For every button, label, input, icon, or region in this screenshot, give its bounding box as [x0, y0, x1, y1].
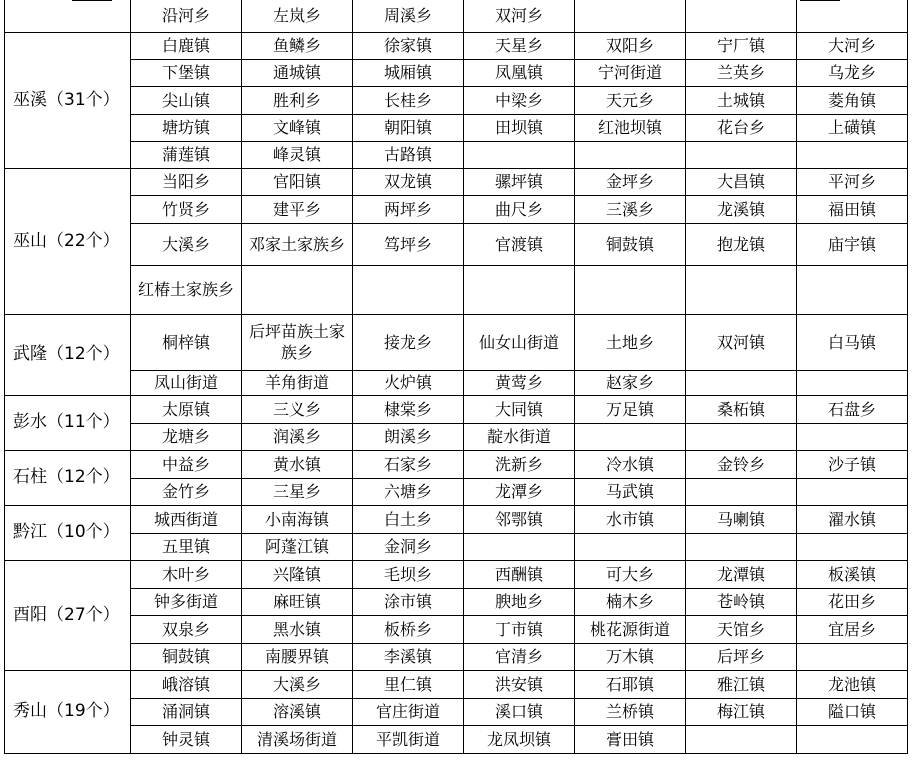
township-cell: 赵家乡	[575, 370, 686, 395]
township-cell: 三义乡	[242, 395, 353, 423]
township-cell: 白土乡	[353, 505, 464, 533]
township-cell: 钟多街道	[131, 588, 242, 615]
township-cell: 邓家土家族乡	[242, 223, 353, 265]
township-cell: 梅江镇	[686, 698, 797, 725]
township-cell	[797, 265, 908, 314]
county-cell: 秀山（19个）	[5, 670, 131, 753]
township-cell: 大溪乡	[242, 670, 353, 698]
township-cell: 塘坊镇	[131, 114, 242, 141]
township-cell: 大同镇	[464, 395, 575, 423]
township-cell: 土地乡	[575, 314, 686, 370]
township-cell: 万木镇	[575, 643, 686, 670]
township-cell: 竹贤乡	[131, 195, 242, 223]
township-cell	[797, 533, 908, 560]
township-cell: 里仁镇	[353, 670, 464, 698]
township-cell	[686, 141, 797, 168]
township-cell	[353, 265, 464, 314]
township-cell: 涌洞镇	[131, 698, 242, 725]
table-row	[5, 168, 908, 195]
township-cell: 平河乡	[797, 168, 908, 195]
township-cell: 天馆乡	[686, 615, 797, 643]
township-cell: 城西街道	[131, 505, 242, 533]
township-cell: 沙子镇	[797, 450, 908, 478]
table-row	[5, 32, 908, 59]
township-cell: 水市镇	[575, 505, 686, 533]
township-cell: 中益乡	[131, 450, 242, 478]
township-cell: 庙宇镇	[797, 223, 908, 265]
county-cell: 彭水（11个）	[5, 395, 131, 450]
township-cell: 凤山街道	[131, 370, 242, 395]
township-cell: 腴地乡	[464, 588, 575, 615]
county-cell: 巫山（22个）	[5, 168, 131, 314]
township-cell: 五里镇	[131, 533, 242, 560]
township-cell: 龙潭镇	[686, 560, 797, 588]
table-row	[5, 370, 908, 395]
township-cell: 当阳乡	[131, 168, 242, 195]
township-cell: 溪口镇	[464, 698, 575, 725]
township-cell: 冷水镇	[575, 450, 686, 478]
township-cell	[797, 370, 908, 395]
township-cell: 铜鼓镇	[131, 643, 242, 670]
township-cell: 龙塘乡	[131, 423, 242, 450]
table-row	[5, 265, 908, 314]
township-cell: 官庄街道	[353, 698, 464, 725]
township-cell: 凤凰镇	[464, 59, 575, 86]
township-cell: 李溪镇	[353, 643, 464, 670]
township-cell	[686, 370, 797, 395]
township-cell: 金坪乡	[575, 168, 686, 195]
township-cell: 清溪场街道	[242, 725, 353, 753]
township-cell: 后坪乡	[686, 643, 797, 670]
township-cell: 桑柘镇	[686, 395, 797, 423]
township-cell: 天星乡	[464, 32, 575, 59]
township-cell: 石盘乡	[797, 395, 908, 423]
township-cell: 大河乡	[797, 32, 908, 59]
table-row	[5, 59, 908, 86]
township-cell: 阿蓬江镇	[242, 533, 353, 560]
township-cell: 白马镇	[797, 314, 908, 370]
township-cell: 龙潭乡	[464, 478, 575, 505]
township-cell	[575, 533, 686, 560]
township-cell: 隘口镇	[797, 698, 908, 725]
township-cell	[686, 423, 797, 450]
table-row	[5, 560, 908, 588]
township-cell: 桐梓镇	[131, 314, 242, 370]
township-cell	[464, 141, 575, 168]
township-cell: 苍岭镇	[686, 588, 797, 615]
township-cell: 板桥乡	[353, 615, 464, 643]
table-row	[5, 698, 908, 725]
township-cell: 雅江镇	[686, 670, 797, 698]
township-cell: 福田镇	[797, 195, 908, 223]
township-cell	[797, 423, 908, 450]
township-cell: 徐家镇	[353, 32, 464, 59]
township-cell	[686, 533, 797, 560]
county-cell	[5, 0, 131, 32]
township-cell: 左岚乡	[242, 0, 353, 32]
township-cell: 毛坝乡	[353, 560, 464, 588]
county-cell: 武隆（12个）	[5, 314, 131, 395]
township-cell: 龙溪镇	[686, 195, 797, 223]
township-cell: 曲尺乡	[464, 195, 575, 223]
county-cell: 酉阳（27个）	[5, 560, 131, 670]
township-cell: 洗新乡	[464, 450, 575, 478]
township-cell: 濯水镇	[797, 505, 908, 533]
township-cell: 三溪乡	[575, 195, 686, 223]
township-cell: 官渡镇	[464, 223, 575, 265]
township-cell: 龙凤坝镇	[464, 725, 575, 753]
township-cell: 楠木乡	[575, 588, 686, 615]
township-cell: 文峰镇	[242, 114, 353, 141]
township-cell: 花田乡	[797, 588, 908, 615]
township-cell: 朗溪乡	[353, 423, 464, 450]
township-cell	[797, 478, 908, 505]
township-table	[4, 0, 908, 754]
township-cell: 官清乡	[464, 643, 575, 670]
township-cell: 抱龙镇	[686, 223, 797, 265]
township-cell: 土城镇	[686, 86, 797, 114]
township-cell: 白鹿镇	[131, 32, 242, 59]
township-cell: 兰桥镇	[575, 698, 686, 725]
township-cell	[686, 725, 797, 753]
township-cell: 胜利乡	[242, 86, 353, 114]
township-cell: 小南海镇	[242, 505, 353, 533]
table-row	[5, 223, 908, 265]
township-cell: 石家乡	[353, 450, 464, 478]
township-cell: 黑水镇	[242, 615, 353, 643]
township-cell: 钟灵镇	[131, 725, 242, 753]
table-row	[5, 114, 908, 141]
township-cell: 朝阳镇	[353, 114, 464, 141]
table-row	[5, 314, 908, 370]
township-cell: 火炉镇	[353, 370, 464, 395]
township-cell	[575, 423, 686, 450]
table-row	[5, 505, 908, 533]
township-cell	[686, 265, 797, 314]
township-cell: 洪安镇	[464, 670, 575, 698]
table-row	[5, 615, 908, 643]
table-row	[5, 0, 908, 32]
table-row	[5, 141, 908, 168]
township-cell: 通城镇	[242, 59, 353, 86]
township-cell	[575, 141, 686, 168]
township-cell	[575, 0, 686, 32]
township-cell	[464, 265, 575, 314]
township-cell: 铜鼓镇	[575, 223, 686, 265]
table-row	[5, 588, 908, 615]
township-cell	[575, 265, 686, 314]
township-cell: 桃花源街道	[575, 615, 686, 643]
township-cell: 大昌镇	[686, 168, 797, 195]
township-cell: 天元乡	[575, 86, 686, 114]
table-row	[5, 86, 908, 114]
table-row	[5, 395, 908, 423]
table-body	[5, 0, 908, 753]
township-cell: 宁河街道	[575, 59, 686, 86]
township-cell	[797, 141, 908, 168]
township-cell: 邻鄂镇	[464, 505, 575, 533]
county-cell: 巫溪（31个）	[5, 32, 131, 168]
township-cell: 下堡镇	[131, 59, 242, 86]
township-cell: 双阳乡	[575, 32, 686, 59]
township-cell: 田坝镇	[464, 114, 575, 141]
township-cell: 棣棠乡	[353, 395, 464, 423]
township-cell: 宁厂镇	[686, 32, 797, 59]
township-cell: 溶溪镇	[242, 698, 353, 725]
township-cell: 双河镇	[686, 314, 797, 370]
township-cell: 麻旺镇	[242, 588, 353, 615]
township-cell: 石耶镇	[575, 670, 686, 698]
table-row	[5, 670, 908, 698]
township-cell: 建平乡	[242, 195, 353, 223]
township-cell	[797, 643, 908, 670]
township-cell: 三星乡	[242, 478, 353, 505]
township-cell	[797, 725, 908, 753]
township-cell: 骡坪镇	[464, 168, 575, 195]
township-cell: 膏田镇	[575, 725, 686, 753]
township-cell: 大溪乡	[131, 223, 242, 265]
township-cell: 龙池镇	[797, 670, 908, 698]
township-cell	[242, 265, 353, 314]
township-cell: 红椿土家族乡	[131, 265, 242, 314]
township-cell: 万足镇	[575, 395, 686, 423]
township-cell: 兴隆镇	[242, 560, 353, 588]
township-cell: 金铃乡	[686, 450, 797, 478]
table-row	[5, 195, 908, 223]
table-row	[5, 478, 908, 505]
table-row	[5, 423, 908, 450]
township-cell: 西酬镇	[464, 560, 575, 588]
township-cell: 双龙镇	[353, 168, 464, 195]
township-cell: 六塘乡	[353, 478, 464, 505]
township-cell: 马武镇	[575, 478, 686, 505]
township-cell: 涂市镇	[353, 588, 464, 615]
township-cell	[464, 533, 575, 560]
township-cell: 沿河乡	[131, 0, 242, 32]
township-cell: 丁市镇	[464, 615, 575, 643]
township-cell: 菱角镇	[797, 86, 908, 114]
township-cell: 峰灵镇	[242, 141, 353, 168]
township-cell: 城厢镇	[353, 59, 464, 86]
township-cell: 羊角街道	[242, 370, 353, 395]
township-cell: 周溪乡	[353, 0, 464, 32]
township-cell: 接龙乡	[353, 314, 464, 370]
township-cell: 鱼鳞乡	[242, 32, 353, 59]
township-cell: 板溪镇	[797, 560, 908, 588]
township-cell: 可大乡	[575, 560, 686, 588]
township-cell: 峨溶镇	[131, 670, 242, 698]
table-row	[5, 533, 908, 560]
township-cell: 后坪苗族土家族乡	[242, 314, 353, 370]
township-cell	[686, 0, 797, 32]
township-cell: 官阳镇	[242, 168, 353, 195]
township-cell: 古路镇	[353, 141, 464, 168]
township-cell: 润溪乡	[242, 423, 353, 450]
township-cell: 金竹乡	[131, 478, 242, 505]
township-cell: 南腰界镇	[242, 643, 353, 670]
township-cell: 两坪乡	[353, 195, 464, 223]
township-cell: 双泉乡	[131, 615, 242, 643]
township-cell: 蒲莲镇	[131, 141, 242, 168]
township-cell	[686, 478, 797, 505]
township-cell: 黄莺乡	[464, 370, 575, 395]
township-cell: 兰英乡	[686, 59, 797, 86]
township-cell: 宜居乡	[797, 615, 908, 643]
township-cell: 仙女山街道	[464, 314, 575, 370]
township-cell: 金洞乡	[353, 533, 464, 560]
table-row	[5, 450, 908, 478]
table-row	[5, 643, 908, 670]
township-cell: 靛水街道	[464, 423, 575, 450]
township-cell: 尖山镇	[131, 86, 242, 114]
township-cell: 双河乡	[464, 0, 575, 32]
table-row	[5, 725, 908, 753]
township-cell: 长桂乡	[353, 86, 464, 114]
county-cell: 石柱（12个）	[5, 450, 131, 505]
township-cell: 中梁乡	[464, 86, 575, 114]
township-cell: 红池坝镇	[575, 114, 686, 141]
township-cell: 马喇镇	[686, 505, 797, 533]
township-cell: 太原镇	[131, 395, 242, 423]
township-cell: 黄水镇	[242, 450, 353, 478]
township-cell	[797, 0, 908, 32]
township-cell: 平凯街道	[353, 725, 464, 753]
township-cell: 花台乡	[686, 114, 797, 141]
township-cell: 上磺镇	[797, 114, 908, 141]
township-cell: 乌龙乡	[797, 59, 908, 86]
township-cell: 笃坪乡	[353, 223, 464, 265]
township-cell: 木叶乡	[131, 560, 242, 588]
county-cell: 黔江（10个）	[5, 505, 131, 560]
